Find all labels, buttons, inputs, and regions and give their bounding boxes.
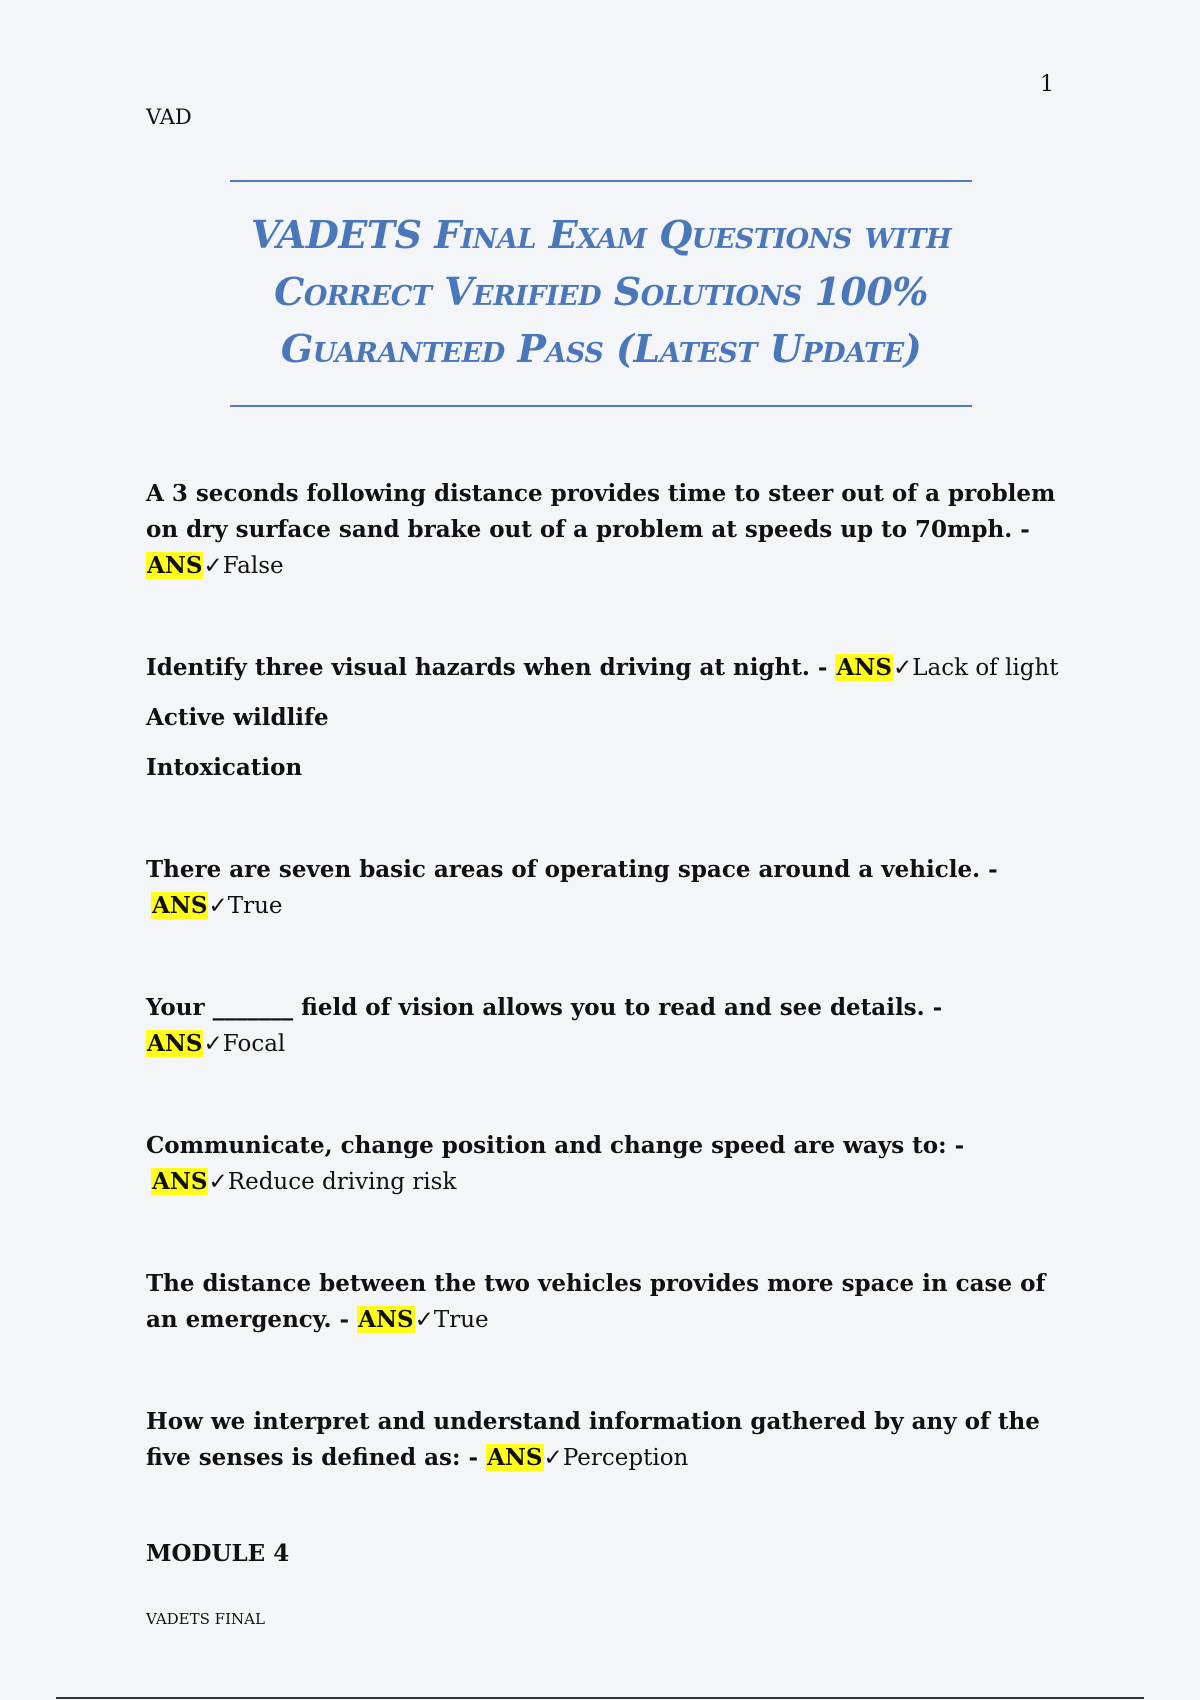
ans-highlight: ANS — [836, 654, 892, 681]
qa-item — [146, 650, 1066, 786]
document-title: VADETS Final Exam Questions with Correct Verified Solutions 100% Guaranteed Pass (Latest Update) — [250, 212, 952, 371]
checkmark-icon: ✓ — [208, 893, 228, 919]
ans-highlight: ANS — [487, 1444, 543, 1471]
running-header: VAD — [146, 105, 192, 129]
ans-highlight: ANS — [147, 552, 203, 579]
question-text: A 3 seconds following distance provides time to steer out of a problem on dry surface sand brake out of a problem at speeds up to 70mph. - — [146, 480, 1056, 543]
module-heading: MODULE 4 — [146, 1540, 290, 1567]
question-text: The distance between the two vehicles provides more space in case of an emergency. - — [146, 1270, 1046, 1333]
answer-extra-line: Intoxication — [146, 754, 303, 781]
footer-divider — [56, 1697, 1144, 1699]
qa-item — [146, 1266, 1066, 1338]
ans-highlight: ANS — [152, 892, 208, 919]
answer-text: True — [227, 893, 283, 919]
checkmark-icon: ✓ — [543, 1445, 563, 1471]
question-text: Your _______ field of vision allows you to read and see details. - — [146, 994, 943, 1021]
qa-item — [146, 1128, 1066, 1200]
ans-highlight: ANS — [358, 1306, 414, 1333]
checkmark-icon: ✓ — [892, 655, 913, 681]
question-text: How we interpret and understand information gathered by any of the five senses is defined as: - — [146, 1408, 1040, 1471]
ans-highlight: ANS — [147, 1030, 203, 1057]
checkmark-icon: ✓ — [203, 553, 223, 579]
answer-text: Reduce driving risk — [227, 1169, 457, 1195]
running-footer: VADETS FINAL — [146, 1610, 265, 1628]
qa-item — [146, 990, 1066, 1062]
checkmark-icon: ✓ — [203, 1031, 223, 1057]
answer-extra-line: Active wildlife — [146, 704, 329, 731]
answer-text: True — [433, 1307, 489, 1333]
page-number: 1 — [1040, 72, 1054, 97]
checkmark-icon: ✓ — [208, 1169, 228, 1195]
question-text: Communicate, change position and change speed are ways to: - — [146, 1132, 965, 1159]
qa-item — [146, 476, 1066, 584]
qa-item — [146, 852, 1066, 924]
answer-text: Focal — [222, 1031, 286, 1057]
question-text: There are seven basic areas of operating space around a vehicle. - — [146, 856, 998, 883]
checkmark-icon: ✓ — [414, 1307, 434, 1333]
question-text: Identify three visual hazards when driving at night. - — [146, 654, 836, 681]
answer-text: Perception — [562, 1445, 689, 1471]
answer-text: Lack of light — [912, 655, 1059, 681]
ans-highlight: ANS — [152, 1168, 208, 1195]
qa-item — [146, 1404, 1066, 1476]
qa-content — [146, 476, 1066, 1572]
title-block — [230, 180, 972, 407]
answer-text: False — [222, 553, 284, 579]
